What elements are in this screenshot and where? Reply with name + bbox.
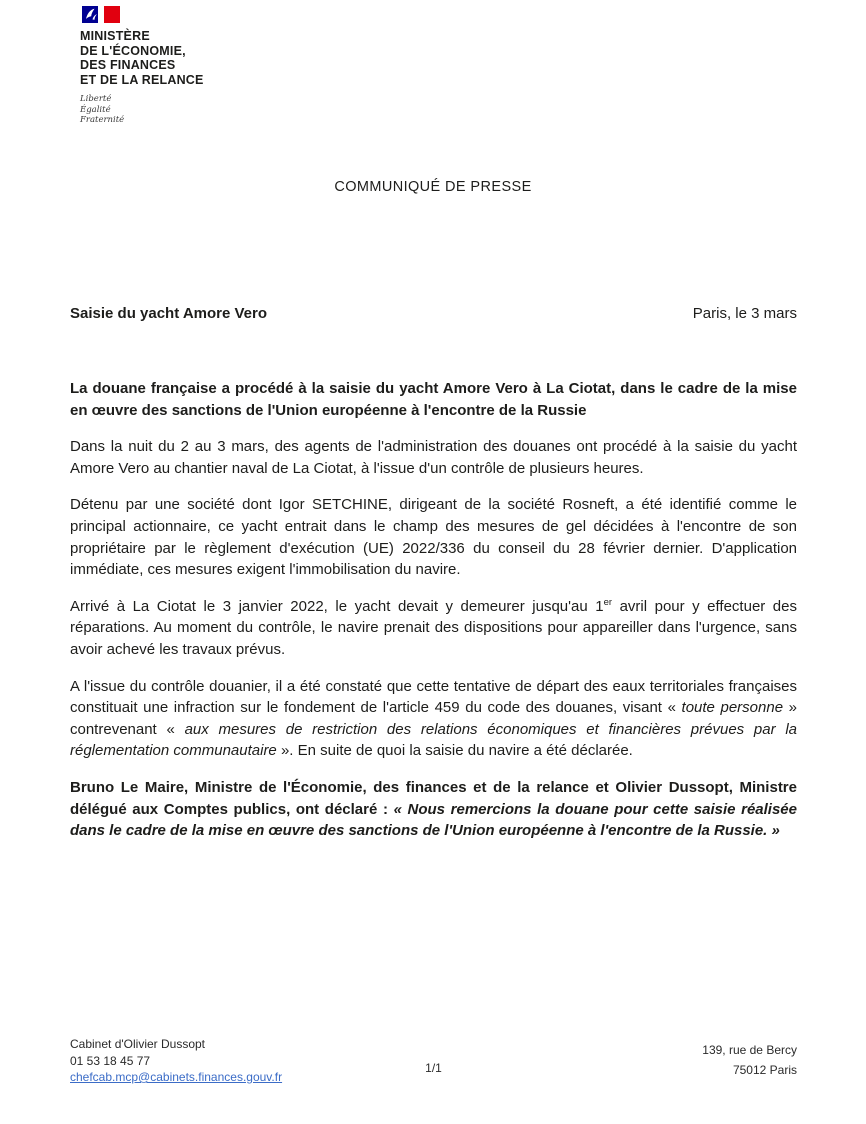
paragraph-owner: Détenu par une société dont Igor SETCHINE, dirigeant de la société Rosneft, a été identifié comme le principal actionnaire, ce yacht entrait dans le champ des mesures de gel décidées à l'encontre de son propriétaire par le règlement d'exécution (UE) 2022/336 du conseil du 28 février dernier. D'application immédiate, ces mesures exigent l'immobilisation du navire.	[70, 496, 797, 579]
page-number: 1/1	[425, 1061, 442, 1075]
document-type-heading: COMMUNIQUÉ DE PRESSE	[334, 179, 532, 195]
contact-email-link[interactable]: chefcab.mcp@cabinets.finances.gouv.fr	[70, 1070, 283, 1084]
motto-line: Liberté	[80, 94, 112, 104]
title-row	[70, 305, 797, 322]
paragraph-arrival: Arrivé à La Ciotat le 3 janvier 2022, le yacht devait y demeurer jusqu'au 1er avril pour y effectuer des réparations. Au moment du contrôle, le navire prenait des dispositions pour appareiller dans l'urgence, sans avoir achevé les travaux prévus.	[70, 596, 797, 658]
contact-phone: 01 53 18 45 77	[70, 1053, 151, 1068]
motto-line: Égalité	[80, 104, 111, 115]
french-flag-icon	[82, 6, 120, 23]
motto-line: Fraternité	[80, 115, 125, 125]
flag-red-block	[104, 6, 120, 23]
ministry-line: ET DE LA RELANCE	[80, 72, 204, 87]
ministry-logo	[80, 6, 204, 126]
ministry-line: DES FINANCES	[80, 58, 176, 72]
document-body	[70, 378, 797, 857]
ministry-line: MINISTÈRE	[80, 29, 150, 43]
footer-address-block	[702, 1040, 797, 1080]
paragraph-seizure: Dans la nuit du 2 au 3 mars, des agents de l'administration des douanes ont procédé à la saisie du yacht Amore Vero au chantier naval de La Ciotat, à l'issue d'un contrôle de plusieurs heures.	[70, 438, 797, 477]
address-street: 139, rue de Bercy	[702, 1043, 797, 1057]
paragraph-infraction: A l'issue du contrôle douanier, il a été constaté que cette tentative de départ des eaux territoriales françaises constituait une infraction sur le fondement de l'article 459 du code des douanes, visant « toute personne » contrevenant « aux mesures de restriction des relations économiques et financières prévues par la réglementation communautaire ». En suite de quoi la saisie du navire a été déclarée.	[70, 677, 798, 760]
ministry-name	[80, 29, 204, 87]
address-city: 75012 Paris	[732, 1063, 797, 1077]
paragraph-declaration: Bruno Le Maire, Ministre de l'Économie, des finances et de la relance et Olivier Dussopt, Ministre délégué aux Comptes publics, ont déclaré : « Nous remercions la douane pour cette saisie réalisée dans le cadre de la mise en œuvre des sanctions de l'Union européenne à l'encontre de la Russie. »	[70, 778, 797, 840]
contact-name: Cabinet d'Olivier Dussopt	[70, 1037, 206, 1051]
document-title: Saisie du yacht Amore Vero	[70, 305, 268, 322]
ministry-line: DE L'ÉCONOMIE,	[80, 43, 186, 58]
dateline: Paris, le 3 mars	[692, 305, 797, 322]
logo-motto	[80, 94, 204, 126]
paragraph-lead: La douane française a procédé à la saisie du yacht Amore Vero à La Ciotat, dans le cadre de la mise en œuvre des sanctions de l'Union européenne à l'encontre de la Russie	[70, 380, 797, 419]
